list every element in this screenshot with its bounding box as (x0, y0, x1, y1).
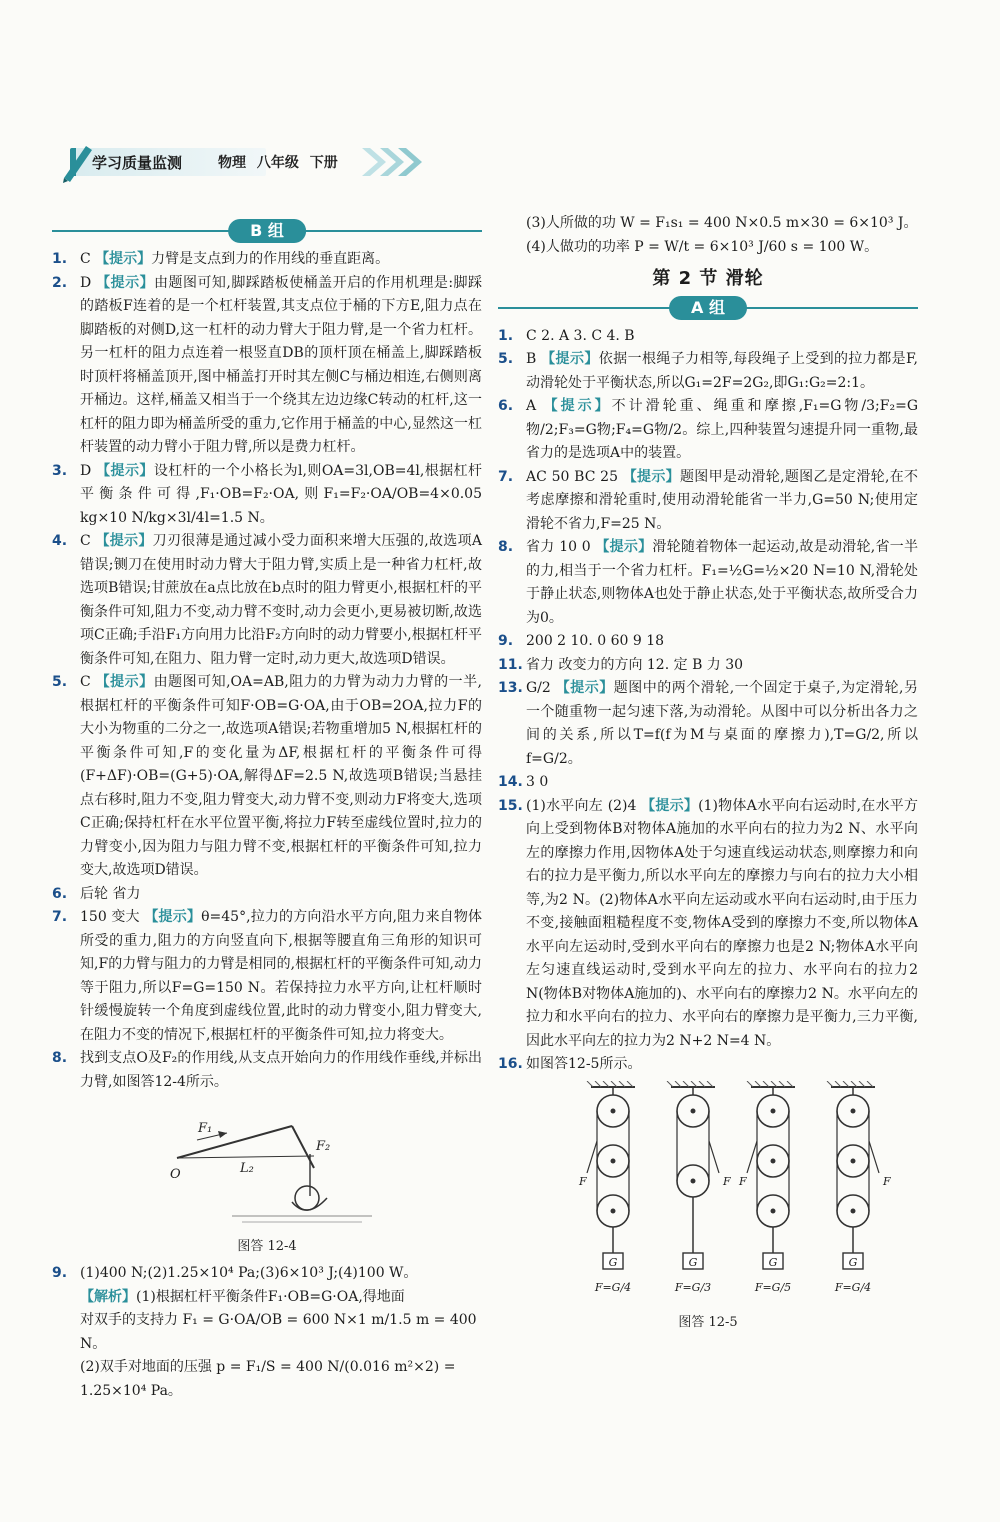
answer-item (52, 906, 482, 1047)
header-subtitle: 物理 八年级 下册 (218, 155, 338, 171)
weight-label: G (768, 1255, 778, 1269)
solution-line (52, 1286, 482, 1310)
force-formula: F=G/5 (754, 1280, 792, 1294)
item-number: 1. (498, 327, 514, 344)
answer-item (52, 248, 482, 272)
item-answer: (1)水平向左 (2)4 (526, 797, 637, 814)
item-text: 力臂是支点到力的作用线的垂直距离。 (151, 251, 390, 267)
answer-item (498, 536, 918, 630)
item-answer: B (526, 351, 537, 367)
force-formula: F=G/3 (674, 1280, 712, 1294)
hint-tag: 【提示】 (622, 468, 680, 485)
item-text: θ=45°,拉力的方向沿水平方向,阻力来自物体所受的重力,阻力的方向竖直向下,根据等腰直角三角形的知识可知,F的力臂与阻力的力臂是相同的,根据杠杆的平衡条件可知,动力等于阻力,所以F=G=150 N。若保持拉力水平方向,让杠杆顺时针缓慢旋转一个角度到虚线位置,此时的动力臂变小,阻力臂变大,在阻力不变的情况下,根据杠杆的平衡条件可知,拉力将变大。 (80, 909, 483, 1043)
item-text: 刀刃很薄是通过减小受力面积来增大压强的,故选项A错误;铡刀在使用时动力臂大于阻力臂,实质上是一种省力杠杆,故选项B错误;甘蔗放在a点比放在b点时的阻力臂更小,根据杠杆的平衡条件可知,阻力不变,动力臂不变时,动力会更小,更易被切断,故选项C正确;手沿F₁方向用力比沿F₂方向时的动力臂要小,根据杠杆平衡条件可知,在阻力、阻力臂一定时,动力更大,故选项D错误。 (80, 533, 483, 667)
hint-tag: 【提示】 (555, 680, 614, 696)
figure-12-4 (52, 1098, 482, 1258)
item-text: 找到支点O及F₂的作用线,从支点开始向力的作用线作垂线,并标出力臂,如图答12-4所示。 (80, 1050, 482, 1090)
answer-item (52, 460, 482, 531)
chevron-right-icon (360, 144, 430, 180)
weight-label: G (848, 1255, 858, 1269)
force-formula: F=G/4 (834, 1280, 872, 1294)
item-answer: 200 2 10. 0 60 9 18 (526, 633, 665, 649)
answer-item (498, 1053, 918, 1077)
item-text: 如图答12-5所示。 (526, 1056, 642, 1072)
item-text: 不计滑轮重、绳重和摩擦,F₁=G物/3;F₂=G物/2;F₃=G物;F₄=G物/2。综上,四种装置匀速提升同一重物,最省力的是选项A中的装置。 (526, 398, 918, 461)
item-text: 题图甲是动滑轮,题图乙是定滑轮,在不考虑摩擦和滑轮重时,使用动滑轮能省一半力,G=50 N;使用定滑轮不省力,F=25 N。 (526, 468, 919, 532)
analysis-tag: 【解析】 (80, 1288, 136, 1305)
item-number: 4. (52, 533, 68, 549)
answer-item (498, 325, 918, 349)
answer-item (498, 771, 918, 795)
pulley-system (827, 1081, 891, 1294)
item-text: (1)物体A水平向右运动时,在水平方向上受到物体B对物体A施加的水平向右的拉力为2 N、水平向左的摩擦力作用,因物体A处于匀速直线运动状态,则摩擦力和向右的拉力是平衡力,所以水平向左的摩擦力与向右的拉力大小相等,为2 N。(2)物体A水平向左运动或水平向右运动时,由于压力不变,接触面粗糙程度不变,物体A受到的摩擦力不变,所以物体A水平向左运动时,受到水平向右的摩擦力也是2 N;物体A水平向左匀速直线运动时,受到水平向左的拉力、水平向右的拉力2 N(物体B对物体A施加的)、水平向右的摩擦力2 N。水平向左的拉力和水平向右的拉力、水平向右的摩擦力是平衡力,三力平衡,因此水平向左的拉力为2 N+2 N=4 N。 (526, 797, 918, 1049)
hint-tag: 【提示】 (96, 274, 155, 291)
item-number: 7. (498, 468, 514, 485)
label-o: O (170, 1167, 181, 1182)
item-number: 6. (52, 885, 68, 902)
weight-label: G (608, 1255, 618, 1269)
answer-item (498, 654, 918, 678)
hint-tag: 【提示】 (95, 251, 152, 267)
hint-tag: 【提示】 (144, 909, 202, 925)
right-answer-list (498, 325, 918, 1077)
label-f2: F₂ (316, 1139, 331, 1154)
hint-tag: 【提示】 (595, 539, 653, 555)
item-answer: C 2. A 3. C 4. B (526, 327, 635, 344)
figure-12-5 (498, 1081, 918, 1335)
item-number: 8. (498, 539, 514, 555)
item-answer: 3 0 (526, 774, 549, 790)
group-label: B 组 (228, 219, 306, 243)
solution-line (52, 1309, 482, 1356)
answer-item (498, 677, 918, 771)
solution-line: (3)人所做的功 W = F₁s₁ = 400 N×0.5 m×30 = 6×10³ J。 (526, 215, 918, 231)
item-answer: G/2 (526, 680, 551, 696)
item-text: 由题图可知,OA=AB,阻力的力臂为动力力臂的一半,根据杠杆的平衡条件可知F·OB=G·OA,由于OB=2OA,拉力F的大小为物重的二分之一,故选项A错误;若物重增加5 N,根据杠杆的平衡条件可知,F的变化量为ΔF,根据杠杆的平衡条件可得(F+ΔF)·OB=(G+5)·OA,解得ΔF=2.5 N,故选项B错误;当悬挂点右移时,阻力不变,阻力臂变大,动力臂不变,则动力F将变大,选项C正确;保持杠杆在水平位置平衡,将拉力F转至虚线位置时,拉力的力臂变小,因为阻力与阻力臂不变,根据杠杆的平衡条件可知,拉力变大,故选项D错误。 (80, 674, 483, 878)
solution-text: 对双手的支持力 F₁ = G·OA/OB = 600 N×1 m/1.5 m = 400 N。 (80, 1312, 477, 1352)
item-number: 9. (52, 1265, 68, 1281)
item-number: 11. (498, 656, 523, 673)
item-text: 题图中的两个滑轮,一个固定于桌子,为定滑轮,另一个随重物一起匀速下落,为动滑轮。从图中可以分析出各力之间的关系,所以T=f(f为M与桌面的摩擦力),T=G/2,所以f=G/2。 (526, 680, 918, 767)
item-number: 16. (498, 1056, 523, 1072)
label-f1: F₁ (198, 1121, 213, 1136)
item-answer: A (526, 398, 537, 414)
left-column (52, 216, 482, 1403)
force-label: F (579, 1174, 587, 1188)
hint-tag: 【提示】 (95, 533, 153, 549)
item-number: 13. (498, 680, 523, 696)
lever-diagram (52, 1098, 482, 1226)
hint-tag: 【提示】 (96, 462, 154, 479)
answer-9-solution (52, 1286, 482, 1404)
group-banner-a (498, 293, 918, 323)
figure-caption: 图答 12-5 (678, 1315, 738, 1330)
group-label: A 组 (669, 296, 747, 320)
section-title: 第 2 节 滑轮 (652, 268, 764, 289)
item-answer: C (80, 533, 91, 549)
force-label: F (723, 1174, 731, 1188)
answer-item (52, 1047, 482, 1094)
label-l2: L₂ (240, 1161, 254, 1176)
item-number: 3. (52, 462, 68, 479)
solution-line (52, 1356, 482, 1403)
pulley-system (738, 1081, 795, 1294)
answer-item-9 (52, 1262, 482, 1286)
item-text: 设杠杆的一个小格长为l,则OA=3l,OB=4l,根据杠杆平衡条件可得,F₁·OB=F₂·OA,则F₁=F₂·OA/OB=4×0.05 kg×10 N/kg×3l/4l=1.5 N。 (80, 462, 482, 526)
item-number: 6. (498, 398, 514, 414)
item-number: 9. (498, 633, 514, 649)
group-banner-b (52, 216, 482, 246)
hint-tag: 【提示】 (95, 674, 154, 690)
item-answer: C (80, 251, 91, 267)
force-label: F (739, 1174, 747, 1188)
weight-label: G (688, 1255, 698, 1269)
item-answer: AC 50 BC 25 (526, 468, 618, 485)
pulley-system (578, 1081, 635, 1294)
answer-item (498, 630, 918, 654)
item-answer: 150 变大 (80, 909, 140, 925)
item-answer: D (80, 274, 92, 291)
header-title: 学习质量监测 (92, 154, 183, 172)
left-answer-list (52, 248, 482, 1094)
item-answer: 省力 改变力的方向 12. 定 B 力 30 (526, 656, 744, 673)
item-answer: D (80, 462, 92, 479)
answer-item (52, 671, 482, 883)
hint-tag: 【提示】 (543, 398, 612, 414)
solution-text: (2)双手对地面的压强 p = F₁/S = 400 N/(0.016 m²×2) = 1.25×10⁴ Pa。 (80, 1359, 456, 1399)
answer-item (52, 530, 482, 671)
solution-line: (4)人做功的功率 P = W/t = 6×10³ J/60 s = 100 W。 (526, 238, 879, 255)
item-number: 1. (52, 251, 68, 267)
continued-solution (498, 212, 918, 259)
item-number: 5. (52, 674, 68, 690)
item-number: 7. (52, 909, 68, 925)
answer-item (498, 395, 918, 466)
item-text: 由题图可知,脚踩踏板使桶盖开启的作用机理是:脚踩的踏板F连着的是一个杠杆装置,其支点位于桶的下方E,阻力点在脚踏板的对侧D,这一杠杆的动力臂大于阻力臂,是一个省力杠杆。另一杠杆的阻力点连着一根竖直DB的顶杆顶在桶盖上,脚踩踏板时顶杆将桶盖顶开,图中桶盖打开时其左侧C与桶边相连,右侧则离开桶边。这样,桶盖又相当于一个绕其左边边缘C转动的杠杆,这一杠杆的阻力即为桶盖所受的重力,它作用于桶盖的中心,显然这一杠杆装置的动力臂小于阻力臂,所以是费力杠杆。 (80, 274, 483, 455)
answer-item (52, 883, 482, 907)
answer-item (498, 466, 918, 537)
item-number: 8. (52, 1050, 68, 1066)
pulley-diagrams (498, 1081, 918, 1303)
item-answer: 省力 10 0 (526, 539, 591, 555)
figure-caption: 图答 12-4 (237, 1238, 297, 1254)
item-text: (1)400 N;(2)1.25×10⁴ Pa;(3)6×10³ J;(4)100 W。 (80, 1265, 418, 1281)
answer-item (498, 795, 918, 1054)
hint-tag: 【提示】 (641, 797, 699, 814)
pulley-system (667, 1081, 731, 1294)
item-text: 依据一根绳子力相等,每段绳子上受到的拉力都是F,动滑轮处于平衡状态,所以G₁=2F=2G₂,即G₁:G₂=2:1。 (526, 351, 919, 391)
item-text: 滑轮随着物体一起运动,故是动滑轮,省一半的力,相当于一个省力杠杆。F₁=½G=½×20 N=10 N,滑轮处于静止状态,则物体A也处于静止状态,处于平衡状态,故所受合力为0。 (526, 539, 919, 626)
solution-text: (1)根据杠杆平衡条件F₁·OB=G·OA,得地面 (136, 1288, 405, 1305)
item-answer: C (80, 674, 91, 690)
force-label: F (883, 1174, 891, 1188)
answer-item (498, 348, 918, 395)
item-answer: 后轮 省力 (80, 885, 141, 902)
answer-item (52, 272, 482, 460)
item-number: 2. (52, 274, 68, 291)
force-formula: F=G/4 (594, 1280, 632, 1294)
right-column (498, 212, 918, 1339)
hint-tag: 【提示】 (541, 351, 599, 367)
item-number: 15. (498, 797, 523, 814)
item-number: 5. (498, 351, 514, 367)
page-header (60, 140, 440, 184)
item-number: 14. (498, 774, 523, 790)
